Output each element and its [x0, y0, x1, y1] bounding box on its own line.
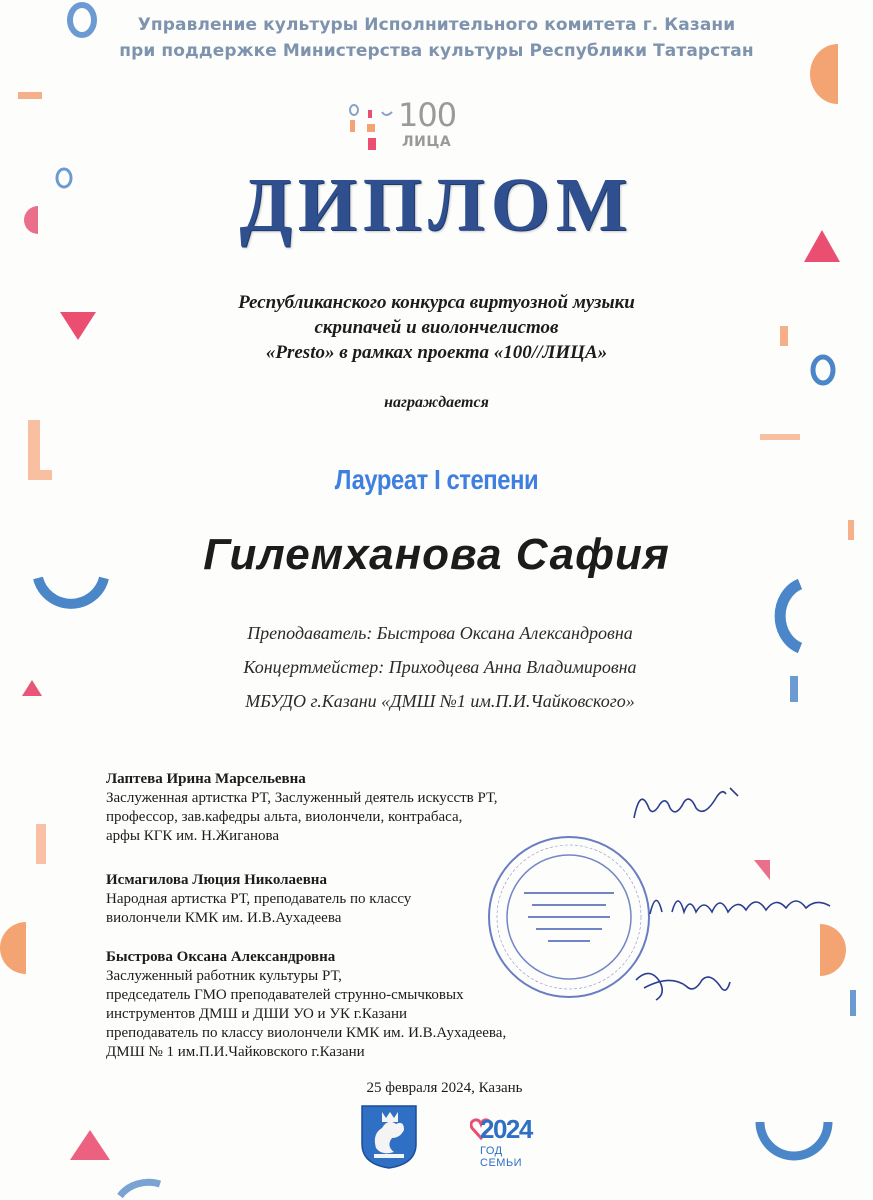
year-caption: ГОД СЕМЬИ: [480, 1145, 523, 1169]
diploma-title: ДИПЛОМ: [239, 163, 634, 247]
signature-3: [630, 960, 740, 1010]
logo-word: ЛИЦА: [402, 134, 452, 150]
jury-title-line: Народная артистка РТ, преподаватель по классу: [106, 891, 412, 907]
jury-title-line: ДМШ № 1 им.П.И.Чайковского г.Казани: [106, 1044, 365, 1060]
jury-title-line: Заслуженная артистка РТ, Заслуженный деятель искусств РТ,: [106, 790, 498, 806]
contest-description: [0, 290, 873, 365]
signature-1: [626, 778, 746, 828]
contest-line-3: «Presto» в рамках проекта «100//ЛИЦА»: [265, 342, 608, 363]
jury-title-line: преподаватель по классу виолончели КМК им. И.В.Аухадеева,: [106, 1025, 507, 1041]
award-level: Лауреат I степени: [334, 464, 539, 495]
project-logo: [346, 96, 476, 160]
jury-name: Быстрова Оксана Александровна: [106, 949, 336, 965]
awarded-label: награждается: [384, 394, 489, 411]
winner-name: Гилемханова Сафия: [203, 530, 670, 579]
year-number: 2024: [480, 1114, 532, 1144]
header-line-2: при поддержке Министерства культуры Республики Татарстан: [119, 41, 754, 61]
participant-details: [200, 616, 680, 718]
contest-line-1: Республиканского конкурса виртуозной музыки: [238, 292, 635, 313]
official-stamp: [484, 832, 654, 1002]
header-line-1: Управление культуры Исполнительного комитета г. Казани: [137, 15, 736, 35]
school-line: МБУДО г.Казани «ДМШ №1 им.П.И.Чайковского»: [245, 691, 635, 711]
logo-number: 100: [398, 96, 457, 134]
logo-mark-icon: [346, 100, 398, 160]
jury-name: Лаптева Ирина Марсельевна: [106, 771, 306, 787]
signature-2: [644, 878, 844, 928]
date-place: 25 февраля 2024, Казань: [366, 1080, 523, 1096]
jury-name: Исмагилова Люция Николаевна: [106, 872, 327, 888]
teacher-line: Преподаватель: Быстрова Оксана Александровна: [247, 623, 633, 643]
jury-title-line: председатель ГМО преподавателей струнно-смычковых: [106, 987, 464, 1003]
contest-line-2: скрипачей и виолончелистов: [314, 317, 559, 338]
jury-title-line: виолончели КМК им. И.В.Аухадеева: [106, 910, 342, 926]
year-of-family-logo: [470, 1114, 540, 1169]
jury-title-line: профессор, зав.кафедры альта, виолончели, контрабаса,: [106, 809, 463, 825]
accompanist-line: Концертмейстер: Приходцева Анна Владимировна: [243, 657, 637, 677]
jury-title-line: арфы КГК им. Н.Жиганова: [106, 828, 280, 844]
header: [0, 12, 873, 64]
jury-title-line: Заслуженный работник культуры РТ,: [106, 968, 342, 984]
jury-title-line: инструментов ДМШ и ДШИ УО и УК г.Казани: [106, 1006, 408, 1022]
kazan-emblem-icon: [360, 1104, 418, 1170]
